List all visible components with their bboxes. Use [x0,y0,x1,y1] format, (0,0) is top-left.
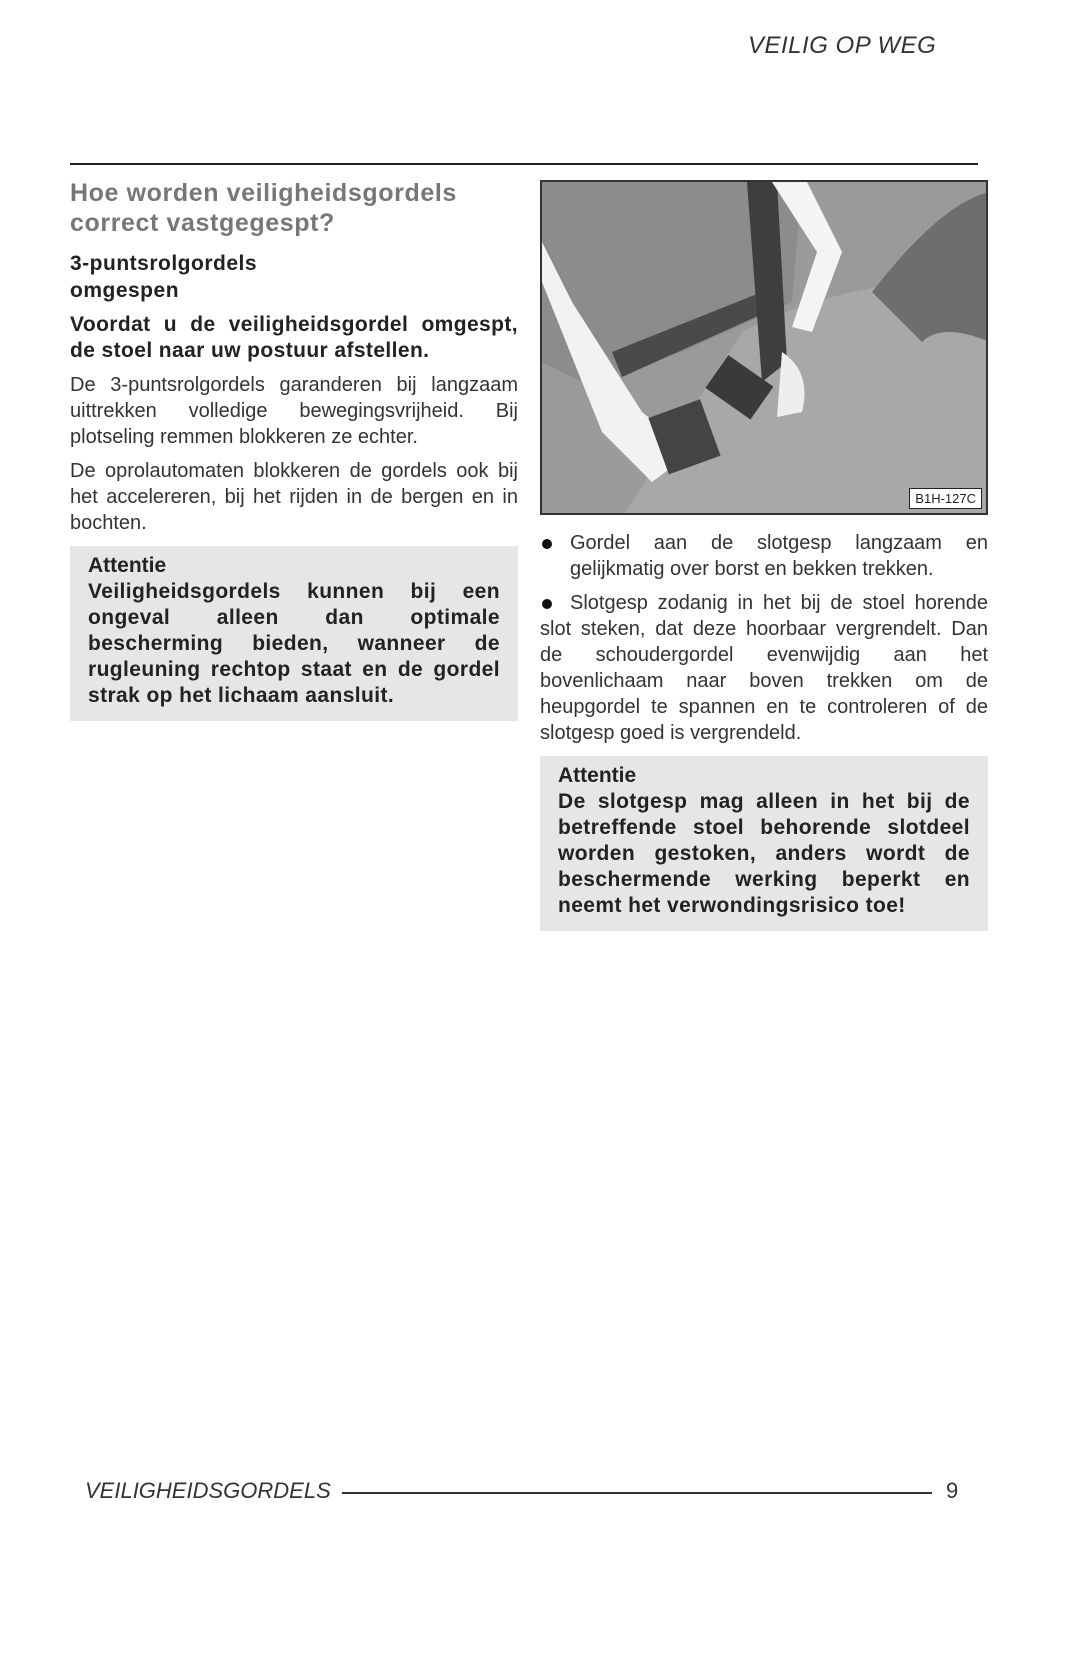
bullet-text: Gordel aan de slotgesp langzaam en gelijkmatig over borst en bekken trekken. [570,532,988,580]
subsection-title: 3-puntsrolgordels omgespen [70,252,258,302]
bullet-icon [542,599,552,609]
footer-chapter: VEILIGHEIDSGORDELS [85,1478,331,1503]
attention-box [70,546,518,721]
lead-instruction: Voordat u de veiligheidsgordel omgespt, de stoel naar uw postuur afstellen. [70,313,518,362]
running-header: VEILIG OP WEG [748,32,937,59]
paragraph: De 3-puntsrolgordels garanderen bij langzaam uittrekken volledige bewegingsvrijheid. Bij plotseling remmen blokkeren ze echter. [70,374,518,448]
attention-title: Attentie [558,764,637,787]
paragraph: De oprolautomaten blokkeren de gordels ook bij het accelereren, bij het rijden in de bergen en in bochten. [70,460,518,534]
right-column [540,530,988,931]
bullet-text: Slotgesp zodanig in het bij de stoel horende slot steken, dat deze hoorbaar vergrendelt. Dan de schoudergordel evenwijdig aan het bovenlichaam naar boven trekken om de heupgordel te spannen en te controleren of de slotgesp goed is vergrendeld. [540,592,988,744]
attention-title: Attentie [88,554,167,577]
section-title: Hoe worden veiligheidsgordels correct vastgegespt? [70,179,457,237]
figure-code: B1H-127C [909,488,982,509]
bullet-icon [542,539,552,549]
page-number: 9 [946,1478,959,1503]
footer-rule [342,1492,932,1494]
seatbelt-illustration [540,180,988,515]
attention-box [540,756,988,931]
seatbelt-buckle-drawing [542,182,988,515]
attention-body: Veiligheidsgordels kunnen bij een ongeval alleen dan optimale bescherming bieden, wanneer de rugleuning rechtop staat en de gordel strak op het lichaam aansluit. [88,580,500,707]
bullet-item [540,530,988,582]
attention-body: De slotgesp mag alleen in het bij de betreffende stoel behorende slotdeel worden gestoken, anders wordt de beschermende werking beperkt en neemt het verwondingsrisico toe! [558,790,970,917]
header-rule [70,163,978,165]
bullet-item [540,590,988,746]
left-column [70,178,518,721]
